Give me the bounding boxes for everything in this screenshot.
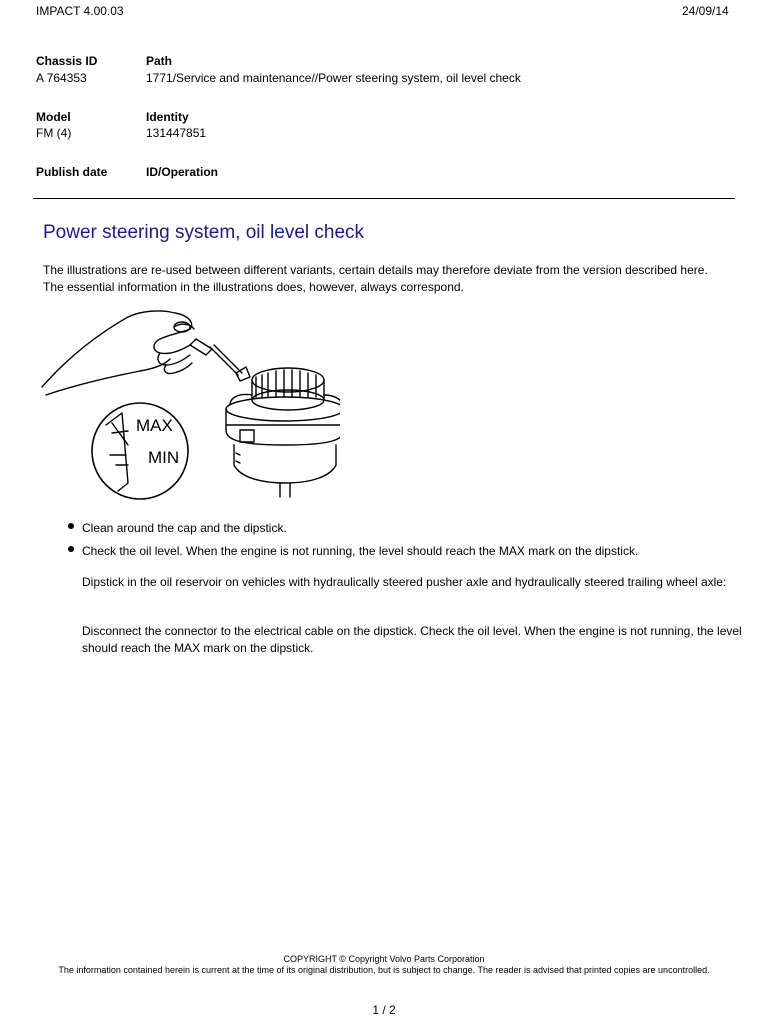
header-divider bbox=[33, 198, 735, 199]
id-operation-label: ID/Operation bbox=[146, 165, 219, 179]
bullet-icon bbox=[68, 546, 74, 552]
list-item bbox=[68, 520, 748, 536]
page-number: 1 / 2 bbox=[372, 1003, 396, 1017]
chassis-id-label: Chassis ID bbox=[36, 54, 98, 68]
path-value: 1771/Service and maintenance//Power steering system, oil level check bbox=[146, 71, 521, 85]
list-item-text: Check the oil level. When the engine is not running, the level should reach the MAX mark on the dipstick. bbox=[82, 544, 639, 558]
page-title: Power steering system, oil level check bbox=[43, 222, 365, 243]
disclaimer-line: The information contained herein is current at the time of its original distribution, but is subject to change. The reader is advised that printed copies are uncontrolled. bbox=[58, 965, 710, 975]
disconnect-instruction: Disconnect the connector to the electrical cable on the dipstick. Check the oil level. When the engine is not running, the level should reach the MAX mark on the dipstick. bbox=[82, 624, 742, 655]
model-label: Model bbox=[36, 110, 71, 124]
list-item bbox=[68, 543, 748, 559]
min-label: MIN bbox=[148, 448, 180, 467]
bullet-icon bbox=[68, 523, 74, 529]
print-date: 24/09/14 bbox=[682, 4, 729, 18]
copyright-line: COPYRIGHT © Copyright Volvo Parts Corporation bbox=[283, 954, 485, 964]
hand-drawing bbox=[42, 311, 250, 395]
max-label: MAX bbox=[136, 416, 173, 435]
app-version: IMPACT 4.00.03 bbox=[36, 4, 124, 18]
publish-date-label: Publish date bbox=[36, 165, 108, 179]
model-value: FM (4) bbox=[36, 126, 72, 140]
oil-reservoir-illustration bbox=[40, 305, 340, 505]
reservoir-drawing bbox=[226, 368, 340, 497]
dipstick-note: Dipstick in the oil reservoir on vehicles with hydraulically steered pusher axle and hydraulically steered trailing wheel axle: bbox=[82, 575, 727, 589]
identity-value: 131447851 bbox=[146, 126, 207, 140]
path-label: Path bbox=[146, 54, 173, 68]
intro-text: The illustrations are re-used between different variants, certain details may therefore deviate from the version described here. The essential information in the illustrations does, however, always correspond. bbox=[43, 263, 708, 294]
list-item-text: Clean around the cap and the dipstick. bbox=[82, 521, 287, 535]
instruction-list bbox=[68, 520, 748, 566]
chassis-id-value: A 764353 bbox=[36, 71, 87, 85]
identity-label: Identity bbox=[146, 110, 189, 124]
